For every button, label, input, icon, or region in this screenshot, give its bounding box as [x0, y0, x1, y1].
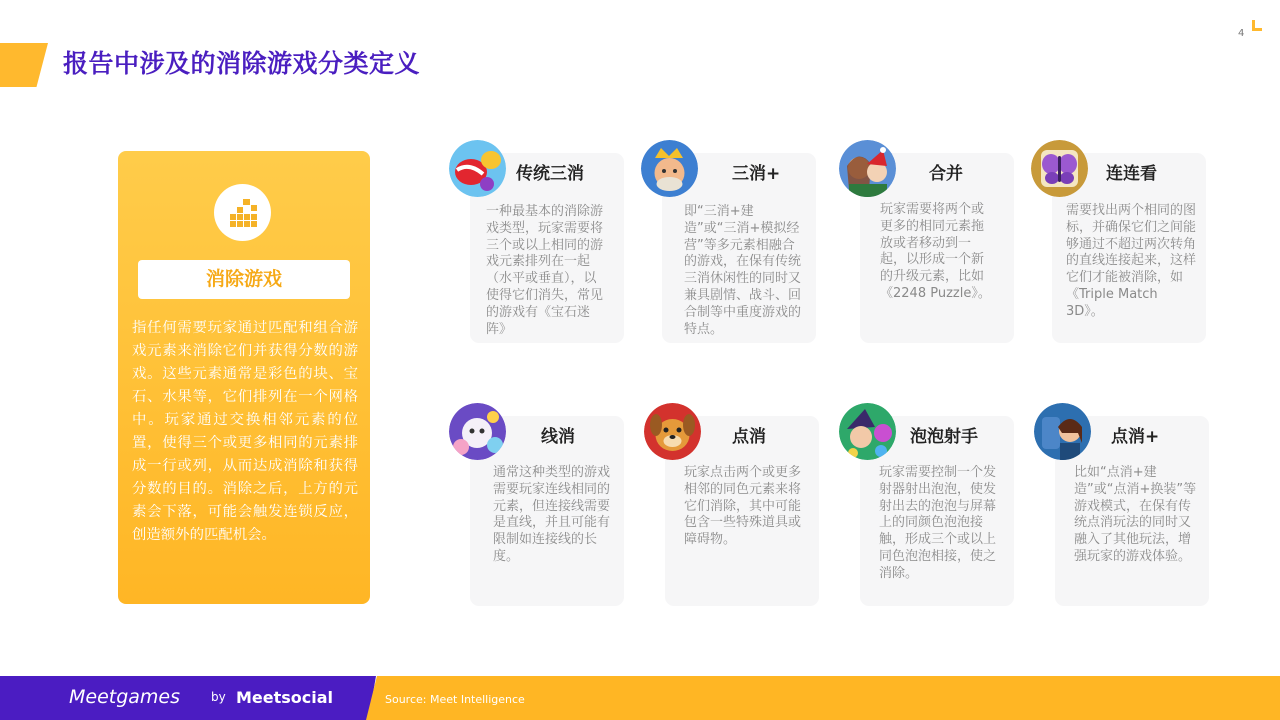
category-title: 泡泡射手 — [910, 427, 978, 447]
title-accent-tab — [0, 43, 48, 87]
christmas-characters-icon — [839, 140, 896, 197]
category-description: 玩家点击两个或更多相邻的同色元素来将它们消除，其中可能包含一些特殊道具或障碍物。 — [684, 465, 802, 548]
category-description: 比如“点消+建造”或“点消+换装”等游戏模式，在保有传统点消玩法的同时又融入了其他玩法，增强玩家的游戏体验。 — [1074, 465, 1197, 564]
feature-card — [118, 151, 370, 604]
page-title: 报告中涉及的消除游戏分类定义 — [63, 49, 421, 78]
category-description: 即“三消+建造”或“三消+模拟经营”等多元素相融合的游戏，在保有传统三消休闲性的同时又兼具剧情、战斗、回合制等中重度游戏的特点。 — [684, 204, 802, 337]
partner-logo: Meetsocial — [236, 688, 334, 707]
category-description: 需要找出两个相同的图标，并确保它们之间能够通过不超过两次转角的直线连接起来，这样它们才能被消除，如《Triple Match 3D》。 — [1066, 203, 1197, 319]
feature-description: 指任何需要玩家通过匹配和组合游戏元素来消除它们并获得分数的游戏。这些元素通常是彩色的块、宝石、水果等，它们排列在一个网格中。玩家通过交换相邻元素的位置，使得三个或更多相同的元素排成一行或列，从而达成消除和获得分数的目的。消除之后，上方的元素会下落，可能会触发连锁反应，创造额外的匹配机会。 — [132, 320, 358, 543]
brand-by: by — [211, 690, 226, 704]
category-description: 玩家需要控制一个发射器射出泡泡，使发射出去的泡泡与屏幕上的同颜色泡泡接触，形成三个或以上同色泡泡相接，使之消除。 — [879, 465, 997, 581]
category-description: 通常这种类型的游戏需要玩家连线相同的元素，但连接线需要是直线，并且可能有限制如连接线的长度。 — [493, 465, 611, 564]
category-description: 玩家需要将两个或更多的相同元素拖放或者移动到一起，以形成一个新的升级元素，比如《2248 Puzzle》。 — [880, 202, 991, 301]
brand-logo: Meetgames — [69, 686, 181, 708]
source-note: Source: Meet Intelligence — [385, 693, 525, 706]
bubble-witch-icon — [839, 403, 896, 460]
feature-label: 消除游戏 — [138, 260, 350, 299]
adventure-girl-icon — [1034, 403, 1091, 460]
dog-character-icon — [644, 403, 701, 460]
category-title: 线消 — [541, 427, 575, 447]
block-stack-icon — [214, 184, 271, 241]
page-number: 4 — [1238, 28, 1245, 39]
corner-logo-icon — [1250, 18, 1264, 32]
category-description: 一种最基本的消除游戏类型，玩家需要将三个或以上相同的游戏元素排列在一起（水平或垂直），以使得它们消失，常见的游戏有《宝石迷阵》 — [486, 204, 604, 337]
cute-creatures-icon — [449, 403, 506, 460]
king-character-icon — [641, 140, 698, 197]
category-title: 点消+ — [1111, 427, 1160, 447]
butterfly-tile-icon — [1031, 140, 1088, 197]
category-title: 三消+ — [732, 164, 781, 184]
category-title: 连连看 — [1106, 164, 1157, 184]
category-title: 合并 — [929, 164, 963, 184]
category-title: 点消 — [732, 427, 766, 447]
category-title: 传统三消 — [516, 164, 584, 184]
candy-game-icon — [449, 140, 506, 197]
